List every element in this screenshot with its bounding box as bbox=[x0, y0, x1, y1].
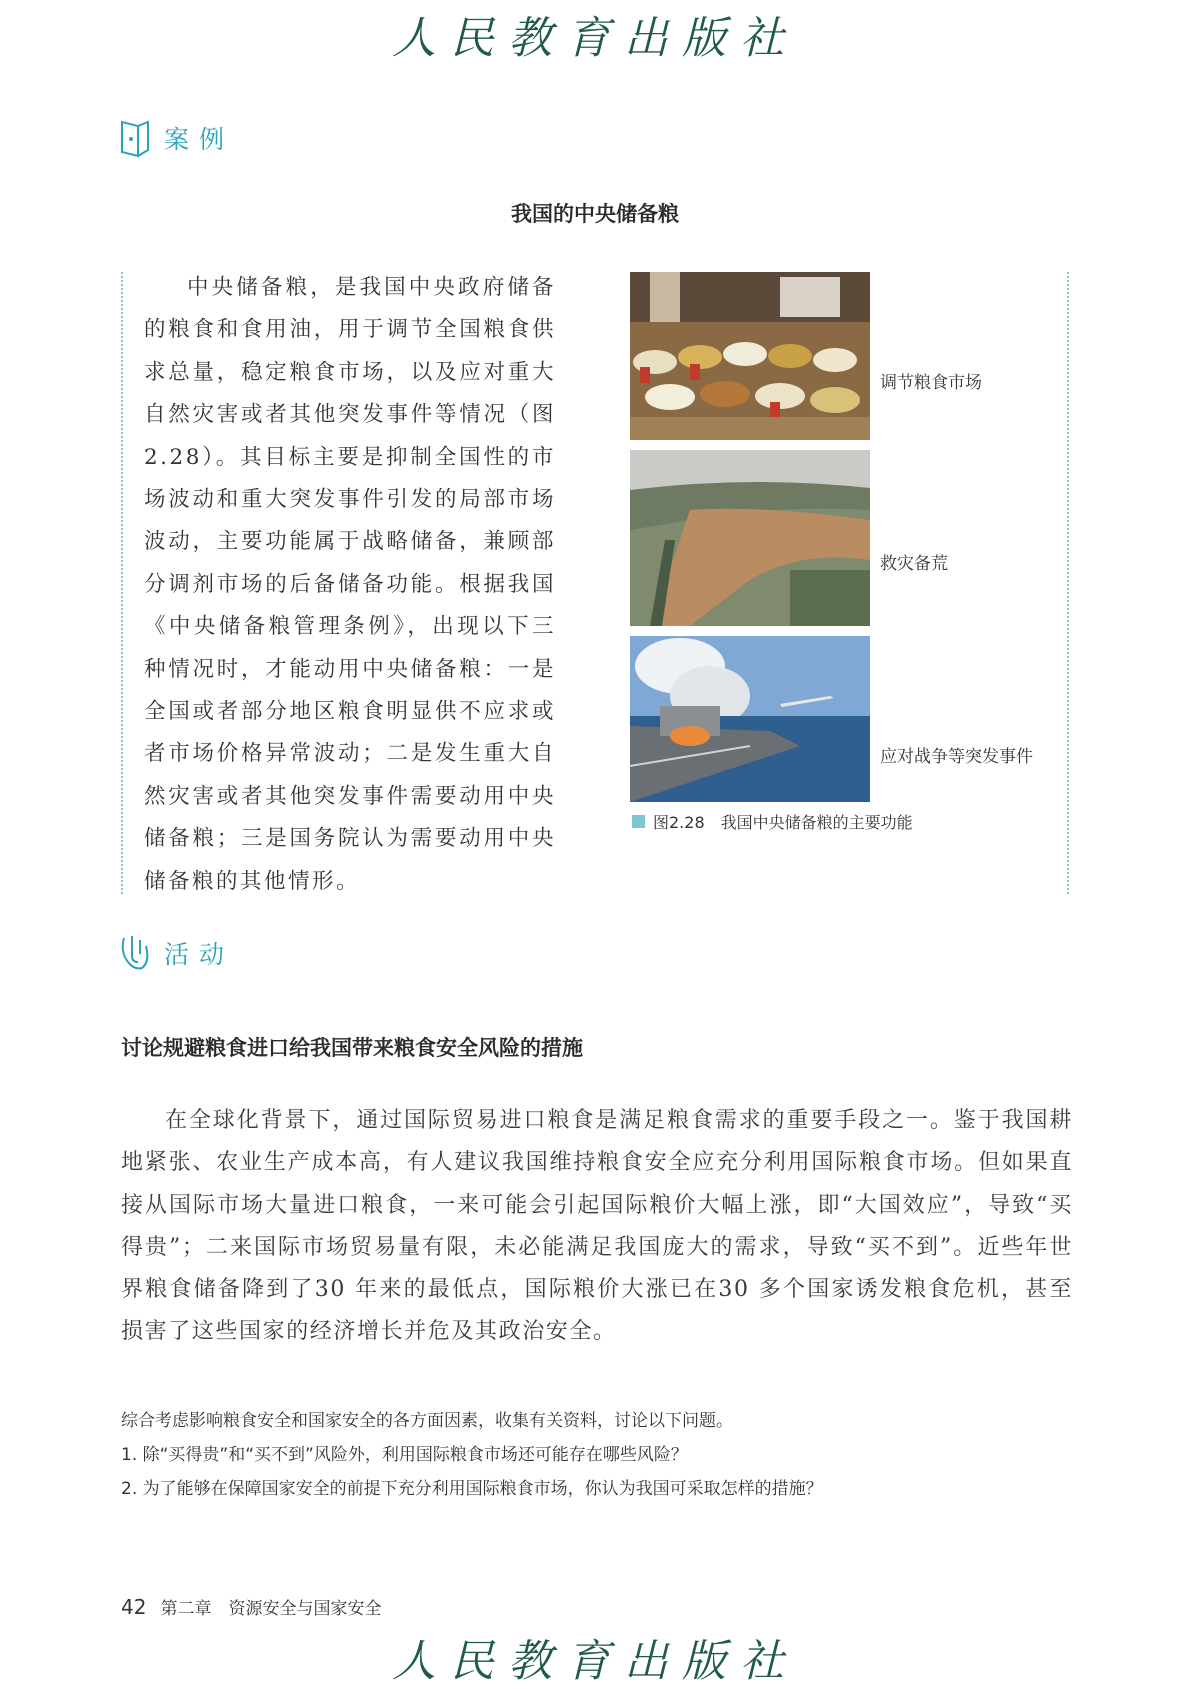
warship-photo bbox=[630, 636, 870, 802]
case-section-header bbox=[118, 118, 234, 158]
page-footer bbox=[121, 1594, 381, 1619]
caption-marker bbox=[632, 815, 645, 828]
question-2: 2. 为了能够在保障国家安全的前提下充分利用国际粮食市场，你认为我国可采取怎样的措施？ bbox=[121, 1479, 823, 1499]
book-icon bbox=[118, 118, 152, 158]
activity-icon bbox=[118, 932, 152, 974]
figure-caption-text: 图2.28 我国中央储备粮的主要功能 bbox=[653, 813, 913, 832]
chapter-title: 第二章 资源安全与国家安全 bbox=[160, 1599, 382, 1619]
photo-caption-war: 应对战争等突发事件 bbox=[880, 747, 1033, 767]
figure-caption bbox=[632, 810, 913, 833]
questions-intro: 综合考虑影响粮食安全和国家安全的各方面因素，收集有关资料，讨论以下问题。 bbox=[121, 1411, 733, 1431]
photo-caption-disaster: 救灾备荒 bbox=[880, 554, 948, 574]
question-1: 1. 除“买得贵”和“买不到”风险外，利用国际粮食市场还可能存在哪些风险？ bbox=[121, 1445, 688, 1465]
case-label: 案例 bbox=[164, 125, 235, 154]
flood-relief-photo bbox=[630, 450, 870, 626]
page-number: 42 bbox=[121, 1595, 147, 1619]
grain-market-photo bbox=[630, 272, 870, 440]
discussion-questions bbox=[121, 1404, 1071, 1506]
case-title: 我国的中央储备粮 bbox=[511, 202, 679, 226]
activity-title: 讨论规避粮食进口给我国带来粮食安全风险的措施 bbox=[121, 1036, 583, 1060]
case-body-text: 中央储备粮，是我国中央政府储备的粮食和食用油，用于调节全国粮食供求总量，稳定粮食市场，以及应对重大自然灾害或者其他突发事件等情况（图2.28）。其目标主要是抑制全国性的市场波动和重大突发事件引发的局部市场波动，主要功能属于战略储备，兼顾部分调剂市场的后备储备功能。根据我国《中央储备粮管理条例》，出现以下三种情况时，才能动用中央储备粮：一是全国或者部分地区粮食明显供不应求或者市场价格异常波动；二是发生重大自然灾害或者其他突发事件需要动用中央储备粮；三是国务院认为需要动用中央储备粮的其他情形。 bbox=[144, 275, 556, 894]
photo-caption-market: 调节粮食市场 bbox=[880, 373, 982, 393]
publisher-logo-top: 人民教育出版社 bbox=[392, 13, 798, 64]
activity-body-text: 在全球化背景下，通过国际贸易进口粮食是满足粮食需求的重要手段之一。鉴于我国耕地紧张、农业生产成本高，有人建议我国维持粮食安全应充分利用国际粮食市场。但如果直接从国际市场大量进口粮食，一来可能会引起国际粮价大幅上涨，即“大国效应”，导致“买得贵”；二来国际市场贸易量有限，未必能满足我国庞大的需求，导致“买不到”。近些年世界粮食储备降到了30 年来的最低点，国际粮价大涨已在30 多个国家诱发粮食危机，甚至损害了这些国家的经济增长并危及其政治安全。 bbox=[121, 1108, 1073, 1345]
publisher-logo-bottom: 人民教育出版社 bbox=[392, 1636, 798, 1687]
activity-section-header bbox=[118, 932, 234, 974]
activity-label: 活动 bbox=[164, 940, 235, 969]
